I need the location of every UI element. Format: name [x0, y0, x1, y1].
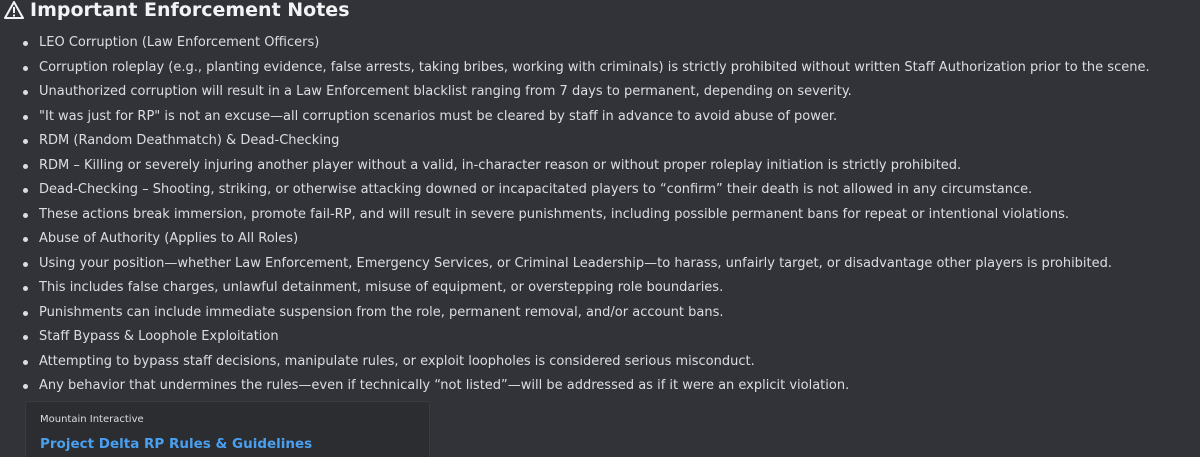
list-item-text: "It was just for RP" is not an excuse—all corruption scenarios must be cleared by staff in advance to avoid abuse of power. — [39, 108, 838, 124]
section-heading — [4, 0, 350, 23]
list-item — [0, 227, 1150, 252]
bullet-icon — [23, 41, 28, 46]
list-item-text: Attempting to bypass staff decisions, manipulate rules, or exploit loopholes is considered serious misconduct. — [39, 353, 755, 369]
bullet-icon — [23, 335, 28, 340]
list-item-text: RDM – Killing or severely injuring another player without a valid, in-character reason or without proper roleplay initiation is strictly prohibited. — [39, 157, 962, 173]
list-item-text: Abuse of Authority (Applies to All Roles) — [39, 231, 299, 246]
bullet-icon — [23, 311, 28, 316]
list-item — [0, 203, 1150, 228]
list-item — [0, 56, 1150, 81]
list-item-text: RDM (Random Deathmatch) & Dead-Checking — [39, 133, 340, 148]
list-item-text: Corruption roleplay (e.g., planting evidence, false arrests, taking bribes, working with criminals) is strictly prohibited without written Staff Authorization prior to the scene. — [39, 59, 1150, 75]
list-item-text: Staff Bypass & Loophole Exploitation — [39, 329, 279, 344]
link-embed-card — [25, 401, 430, 457]
list-item-text: Any behavior that undermines the rules—even if technically “not listed”—will be addressed as if it were an explicit violation. — [39, 378, 850, 393]
warning-icon — [4, 1, 24, 19]
list-item — [0, 325, 1150, 350]
rules-list — [0, 31, 1150, 399]
list-item-text: Punishments can include immediate suspension from the role, permanent removal, and/or account bans. — [39, 304, 724, 320]
list-item-text: Unauthorized corruption will result in a Law Enforcement blacklist ranging from 7 days to permanent, depending on severity. — [39, 84, 852, 99]
list-item-text: This includes false charges, unlawful detainment, misuse of equipment, or overstepping role boundaries. — [39, 280, 724, 295]
list-item — [0, 276, 1150, 301]
list-item — [0, 178, 1150, 203]
bullet-icon — [23, 384, 28, 389]
list-item — [0, 154, 1150, 179]
list-item — [0, 350, 1150, 375]
list-item-text: These actions break immersion, promote fail-RP, and will result in severe punishments, including possible permanent bans for repeat or intentional violations. — [39, 206, 1070, 222]
section-heading-text: Important Enforcement Notes — [30, 0, 350, 21]
list-item-text: LEO Corruption (Law Enforcement Officers) — [39, 35, 320, 50]
embed-title-link[interactable]: Project Delta RP Rules & Guidelines — [40, 436, 313, 452]
bullet-icon — [23, 286, 28, 291]
list-item — [0, 80, 1150, 105]
bullet-icon — [23, 237, 28, 242]
bullet-icon — [23, 262, 28, 267]
list-item-text: Dead-Checking – Shooting, striking, or otherwise attacking downed or incapacitated players to “confirm” their death is not allowed in any circumstance. — [39, 182, 1033, 197]
list-item — [0, 252, 1150, 277]
list-item — [0, 301, 1150, 326]
bullet-icon — [23, 213, 28, 218]
bullet-icon — [23, 188, 28, 193]
bullet-icon — [23, 90, 28, 95]
list-item — [0, 129, 1150, 154]
list-item — [0, 31, 1150, 56]
list-item — [0, 105, 1150, 130]
bullet-icon — [23, 115, 28, 120]
list-item-text: Using your position—whether Law Enforcement, Emergency Services, or Criminal Leadership—to harass, unfairly target, or disadvantage other players is prohibited. — [39, 255, 1113, 271]
bullet-icon — [23, 360, 28, 365]
list-item — [0, 374, 1150, 399]
embed-provider: Mountain Interactive — [40, 414, 144, 425]
bullet-icon — [23, 66, 28, 71]
bullet-icon — [23, 139, 28, 144]
bullet-icon — [23, 164, 28, 169]
